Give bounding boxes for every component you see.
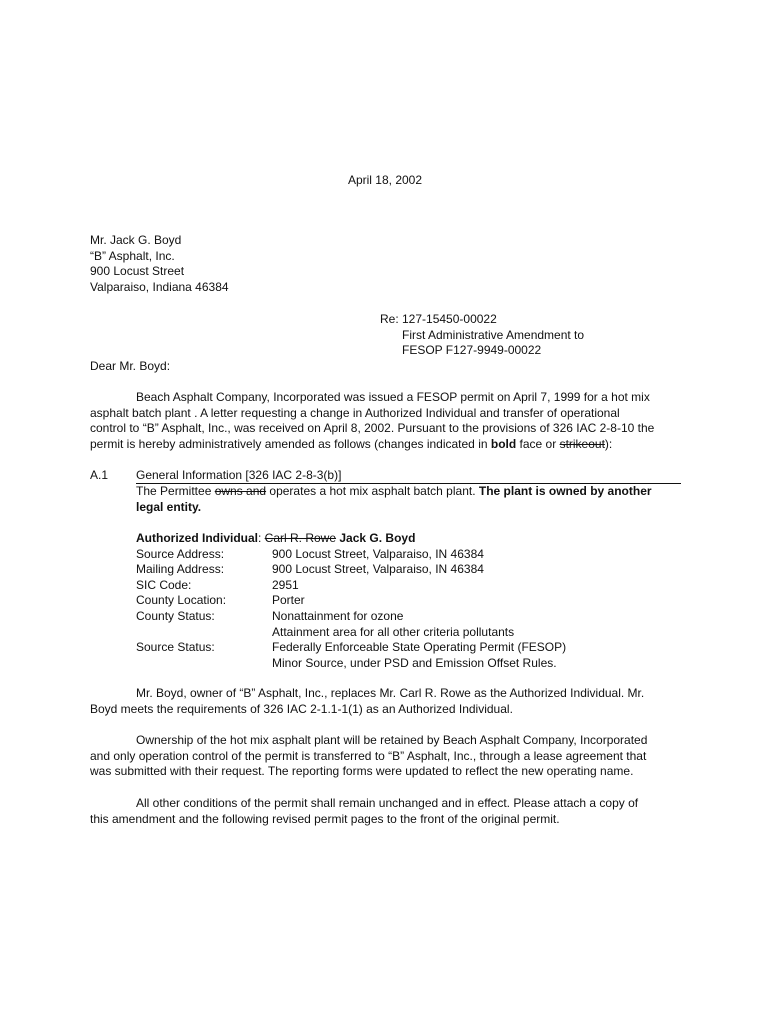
row-label: Source Status: [136, 640, 215, 655]
row-label: County Status: [136, 608, 215, 623]
paragraph-line: was submitted with their request. The reporting forms were updated to reflect the new operating name. [90, 764, 634, 779]
row-value: Attainment area for all other criteria pollutants [272, 624, 515, 639]
row-value: Nonattainment for ozone [272, 608, 404, 623]
closing-paragraph [90, 796, 680, 827]
section-text: The Permittee [136, 484, 215, 498]
authorized-old: Carl R. Rowe [264, 531, 337, 545]
intro-line-last [90, 437, 680, 453]
section-title: General Information [326 IAC 2-8-3(b)] [136, 468, 342, 482]
ownership-paragraph [90, 733, 680, 780]
paragraph-line: Ownership of the hot mix asphalt plant will be retained by Beach Asphalt Company, Incorporated [136, 733, 648, 747]
source-status-row-2 [136, 656, 566, 672]
row-label: County Location: [136, 593, 227, 608]
intro-line: Beach Asphalt Company, Incorporated was issued a FESOP permit on April 7, 1999 for a hot mix [136, 390, 650, 404]
recipient-name: Mr. Jack G. Boyd [90, 233, 182, 247]
recipient-address [90, 233, 229, 295]
paragraph-line: and only operation control of the permit is transferred to “B” Asphalt, Inc., through a lease agreement that [90, 748, 647, 763]
section-body [136, 484, 681, 515]
added-text: The plant is owned by another [478, 484, 652, 498]
row-value: 900 Locust Street, Valparaiso, IN 46384 [272, 562, 484, 577]
reference-subject: First Administrative Amendment to [402, 327, 585, 342]
intro-line: control to “B” Asphalt, Inc., was received on April 8, 2002. Pursuant to the provisions of 326 IAC 2-8-10 the [90, 421, 655, 436]
row-value: 2951 [272, 577, 299, 592]
reference-number: Re: 127-15450-00022 [380, 312, 497, 326]
bold-example: bold [490, 436, 517, 451]
intro-text: face or [516, 436, 560, 451]
mailing-address-row [136, 562, 566, 578]
paragraph-line: Boyd meets the requirements of 326 IAC 2-1.1-1(1) as an Authorized Individual. [90, 701, 513, 716]
source-address-row [136, 547, 566, 563]
row-value: Porter [272, 593, 305, 608]
county-status-row [136, 609, 566, 625]
sic-code-row [136, 578, 566, 594]
reference-permit: FESOP F127-9949-00022 [402, 343, 542, 358]
county-status-row-2 [136, 625, 566, 641]
recipient-city: Valparaiso, Indiana 46384 [90, 279, 229, 294]
colon: : [258, 531, 265, 545]
row-label: SIC Code: [136, 577, 192, 592]
paragraph-line: Mr. Boyd, owner of “B” Asphalt, Inc., replaces Mr. Carl R. Rowe as the Authorized Individual. Mr. [136, 686, 645, 700]
intro-paragraph [90, 390, 680, 452]
section-body-line [136, 484, 681, 500]
paragraph-line: this amendment and the following revised permit pages to the front of the original permit. [90, 811, 560, 826]
source-info-table [136, 531, 566, 671]
salutation: Dear Mr. Boyd: [90, 359, 171, 373]
row-label: Mailing Address: [136, 562, 225, 577]
section-text: operates a hot mix asphalt batch plant. [266, 484, 479, 498]
paragraph-line: All other conditions of the permit shall remain unchanged and in effect. Please attach a copy of [136, 796, 639, 810]
row-value: 900 Locust Street, Valparaiso, IN 46384 [272, 546, 484, 561]
row-label: Source Address: [136, 546, 225, 561]
authorized-individual-row [136, 531, 566, 547]
added-text: legal entity. [136, 499, 202, 514]
recipient-company: “B” Asphalt, Inc. [90, 248, 175, 263]
row-value: Minor Source, under PSD and Emission Offset Rules. [272, 655, 557, 670]
intro-text: ): [604, 436, 613, 451]
authorized-paragraph [90, 686, 680, 717]
intro-line: asphalt batch plant . A letter requesting a change in Authorized Individual and transfer of operational [90, 405, 620, 420]
struck-text: owns and [214, 484, 267, 498]
section-body-line [136, 500, 681, 516]
letter-date: April 18, 2002 [347, 173, 423, 187]
county-location-row [136, 593, 566, 609]
row-value: Federally Enforceable State Operating Permit (FESOP) [272, 640, 567, 655]
authorized-label: Authorized Individual [136, 531, 258, 545]
source-status-row [136, 640, 566, 656]
recipient-street: 900 Locust Street [90, 264, 185, 279]
section-heading [90, 468, 341, 484]
strikeout-example: strikeout [559, 436, 605, 451]
section-number: A.1 [90, 468, 109, 482]
reference-block [380, 312, 584, 359]
authorized-new: Jack G. Boyd [336, 531, 416, 545]
intro-text: permit is hereby administratively amended as follows (changes indicated in [90, 436, 491, 451]
